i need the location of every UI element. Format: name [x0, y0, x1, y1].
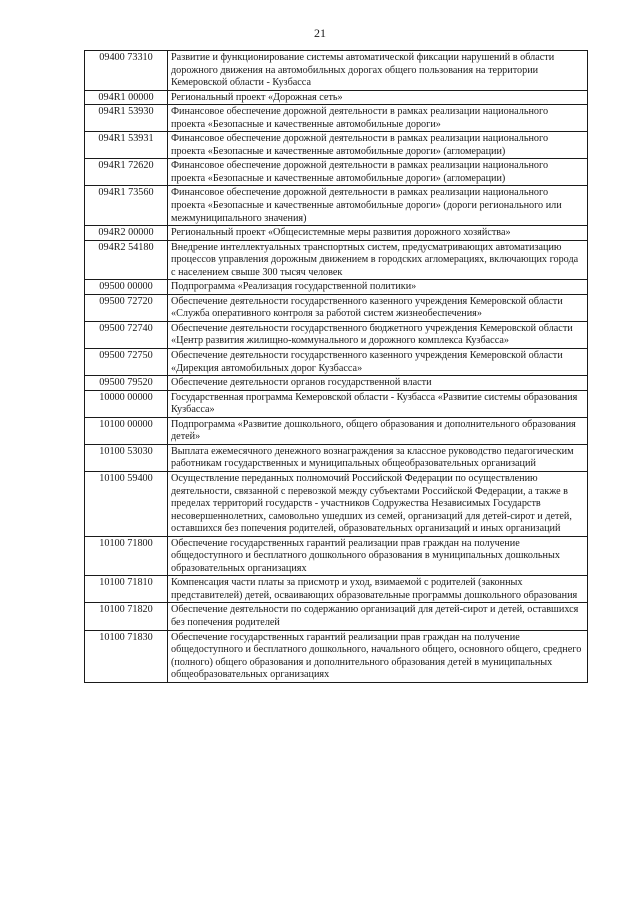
row-code: 09500 72740	[85, 321, 168, 348]
row-code: 094R2 54180	[85, 240, 168, 280]
row-description: Обеспечение деятельности государственного казенного учреждения Кемеровской области «Дирекция автомобильных дорог Кузбасса»	[168, 349, 588, 376]
table-row	[85, 321, 588, 348]
table-row	[85, 240, 588, 280]
row-code: 10100 00000	[85, 417, 168, 444]
table-row	[85, 536, 588, 576]
table-row	[85, 90, 588, 105]
row-code: 10100 71800	[85, 536, 168, 576]
table-row	[85, 471, 588, 536]
budget-code-table	[84, 50, 588, 683]
row-code: 10100 71830	[85, 630, 168, 682]
table-row	[85, 159, 588, 186]
row-code: 09500 79520	[85, 376, 168, 391]
row-code: 094R1 53930	[85, 105, 168, 132]
row-code: 094R2 00000	[85, 226, 168, 241]
table-row	[85, 51, 588, 91]
table-row	[85, 390, 588, 417]
row-code: 10100 71810	[85, 576, 168, 603]
row-description: Внедрение интеллектуальных транспортных систем, предусматривающих автоматизацию процессов управления дорожным движением в городских агломерациях, включающих города с населением свыше 300 тысяч человек	[168, 240, 588, 280]
page-number: 21	[314, 26, 326, 40]
table-row	[85, 630, 588, 682]
row-description: Развитие и функционирование системы автоматической фиксации нарушений в области дорожного движения на автомобильных дорогах общего пользования на территории Кемеровской области - Кузбасса	[168, 51, 588, 91]
row-description: Подпрограмма «Развитие дошкольного, общего образования и дополнительного образования детей»	[168, 417, 588, 444]
row-description: Подпрограмма «Реализация государственной политики»	[168, 280, 588, 295]
row-description: Обеспечение деятельности государственного бюджетного учреждения Кемеровской области «Центр развития жилищно-коммунального и дорожного комплекса Кузбасса»	[168, 321, 588, 348]
row-description: Обеспечение деятельности по содержанию организаций для детей-сирот и детей, оставшихся без попечения родителей	[168, 603, 588, 630]
table-row	[85, 603, 588, 630]
table-row	[85, 105, 588, 132]
row-description: Региональный проект «Общесистемные меры развития дорожного хозяйства»	[168, 226, 588, 241]
row-code: 10100 71820	[85, 603, 168, 630]
row-description: Обеспечение государственных гарантий реализации прав граждан на получение общедоступного и бесплатного дошкольного, начального общего, основного общего, среднего (полного) общего образования и дополнительного образования детей в муниципальных общеобразовательных организациях	[168, 630, 588, 682]
table-row	[85, 226, 588, 241]
row-code: 10100 53030	[85, 444, 168, 471]
row-description: Финансовое обеспечение дорожной деятельности в рамках реализации национального проекта «Безопасные и качественные автомобильные дороги»	[168, 105, 588, 132]
row-code: 094R1 72620	[85, 159, 168, 186]
row-code: 09400 73310	[85, 51, 168, 91]
row-code: 09500 00000	[85, 280, 168, 295]
table-row	[85, 417, 588, 444]
row-description: Компенсация части платы за присмотр и уход, взимаемой с родителей (законных представителей) детей, осваивающих образовательные программы дошкольного образования	[168, 576, 588, 603]
row-code: 10100 59400	[85, 471, 168, 536]
row-description: Осуществление переданных полномочий Российской Федерации по осуществлению деятельности, связанной с перевозкой между субъектами Российской Федерации, а также в пределах территорий государств - участников Содружества Независимых Государств несовершеннолетних, самовольно ушедших из семей, организаций для детей-сирот и детей, оставшихся без попечения родителей, образовательных организаций и иных организаций	[168, 471, 588, 536]
row-description: Финансовое обеспечение дорожной деятельности в рамках реализации национального проекта «Безопасные и качественные автомобильные дороги» (агломерации)	[168, 132, 588, 159]
row-code: 10000 00000	[85, 390, 168, 417]
table-row	[85, 132, 588, 159]
table-row	[85, 349, 588, 376]
table-row	[85, 294, 588, 321]
row-code: 094R1 53931	[85, 132, 168, 159]
row-code: 09500 72720	[85, 294, 168, 321]
row-description: Выплата ежемесячного денежного вознаграждения за классное руководство педагогическим работникам государственных и муниципальных общеобразовательных организаций	[168, 444, 588, 471]
row-description: Финансовое обеспечение дорожной деятельности в рамках реализации национального проекта «Безопасные и качественные автомобильные дороги» (дороги регионального или межмуниципального значения)	[168, 186, 588, 226]
row-description: Региональный проект «Дорожная сеть»	[168, 90, 588, 105]
table-row	[85, 576, 588, 603]
row-code: 094R1 00000	[85, 90, 168, 105]
row-code: 094R1 73560	[85, 186, 168, 226]
table-row	[85, 444, 588, 471]
row-description: Государственная программа Кемеровской области - Кузбасса «Развитие системы образования Кузбасса»	[168, 390, 588, 417]
table-row	[85, 186, 588, 226]
table-row	[85, 376, 588, 391]
row-description: Обеспечение государственных гарантий реализации прав граждан на получение общедоступного и бесплатного дошкольного образования в муниципальных дошкольных образовательных организациях	[168, 536, 588, 576]
row-description: Обеспечение деятельности органов государственной власти	[168, 376, 588, 391]
row-description: Обеспечение деятельности государственного казенного учреждения Кемеровской области «Служба оперативного контроля за работой систем жизнеобеспечения»	[168, 294, 588, 321]
table-row	[85, 280, 588, 295]
row-description: Финансовое обеспечение дорожной деятельности в рамках реализации национального проекта «Безопасные и качественные автомобильные дороги» (агломерации)	[168, 159, 588, 186]
row-code: 09500 72750	[85, 349, 168, 376]
